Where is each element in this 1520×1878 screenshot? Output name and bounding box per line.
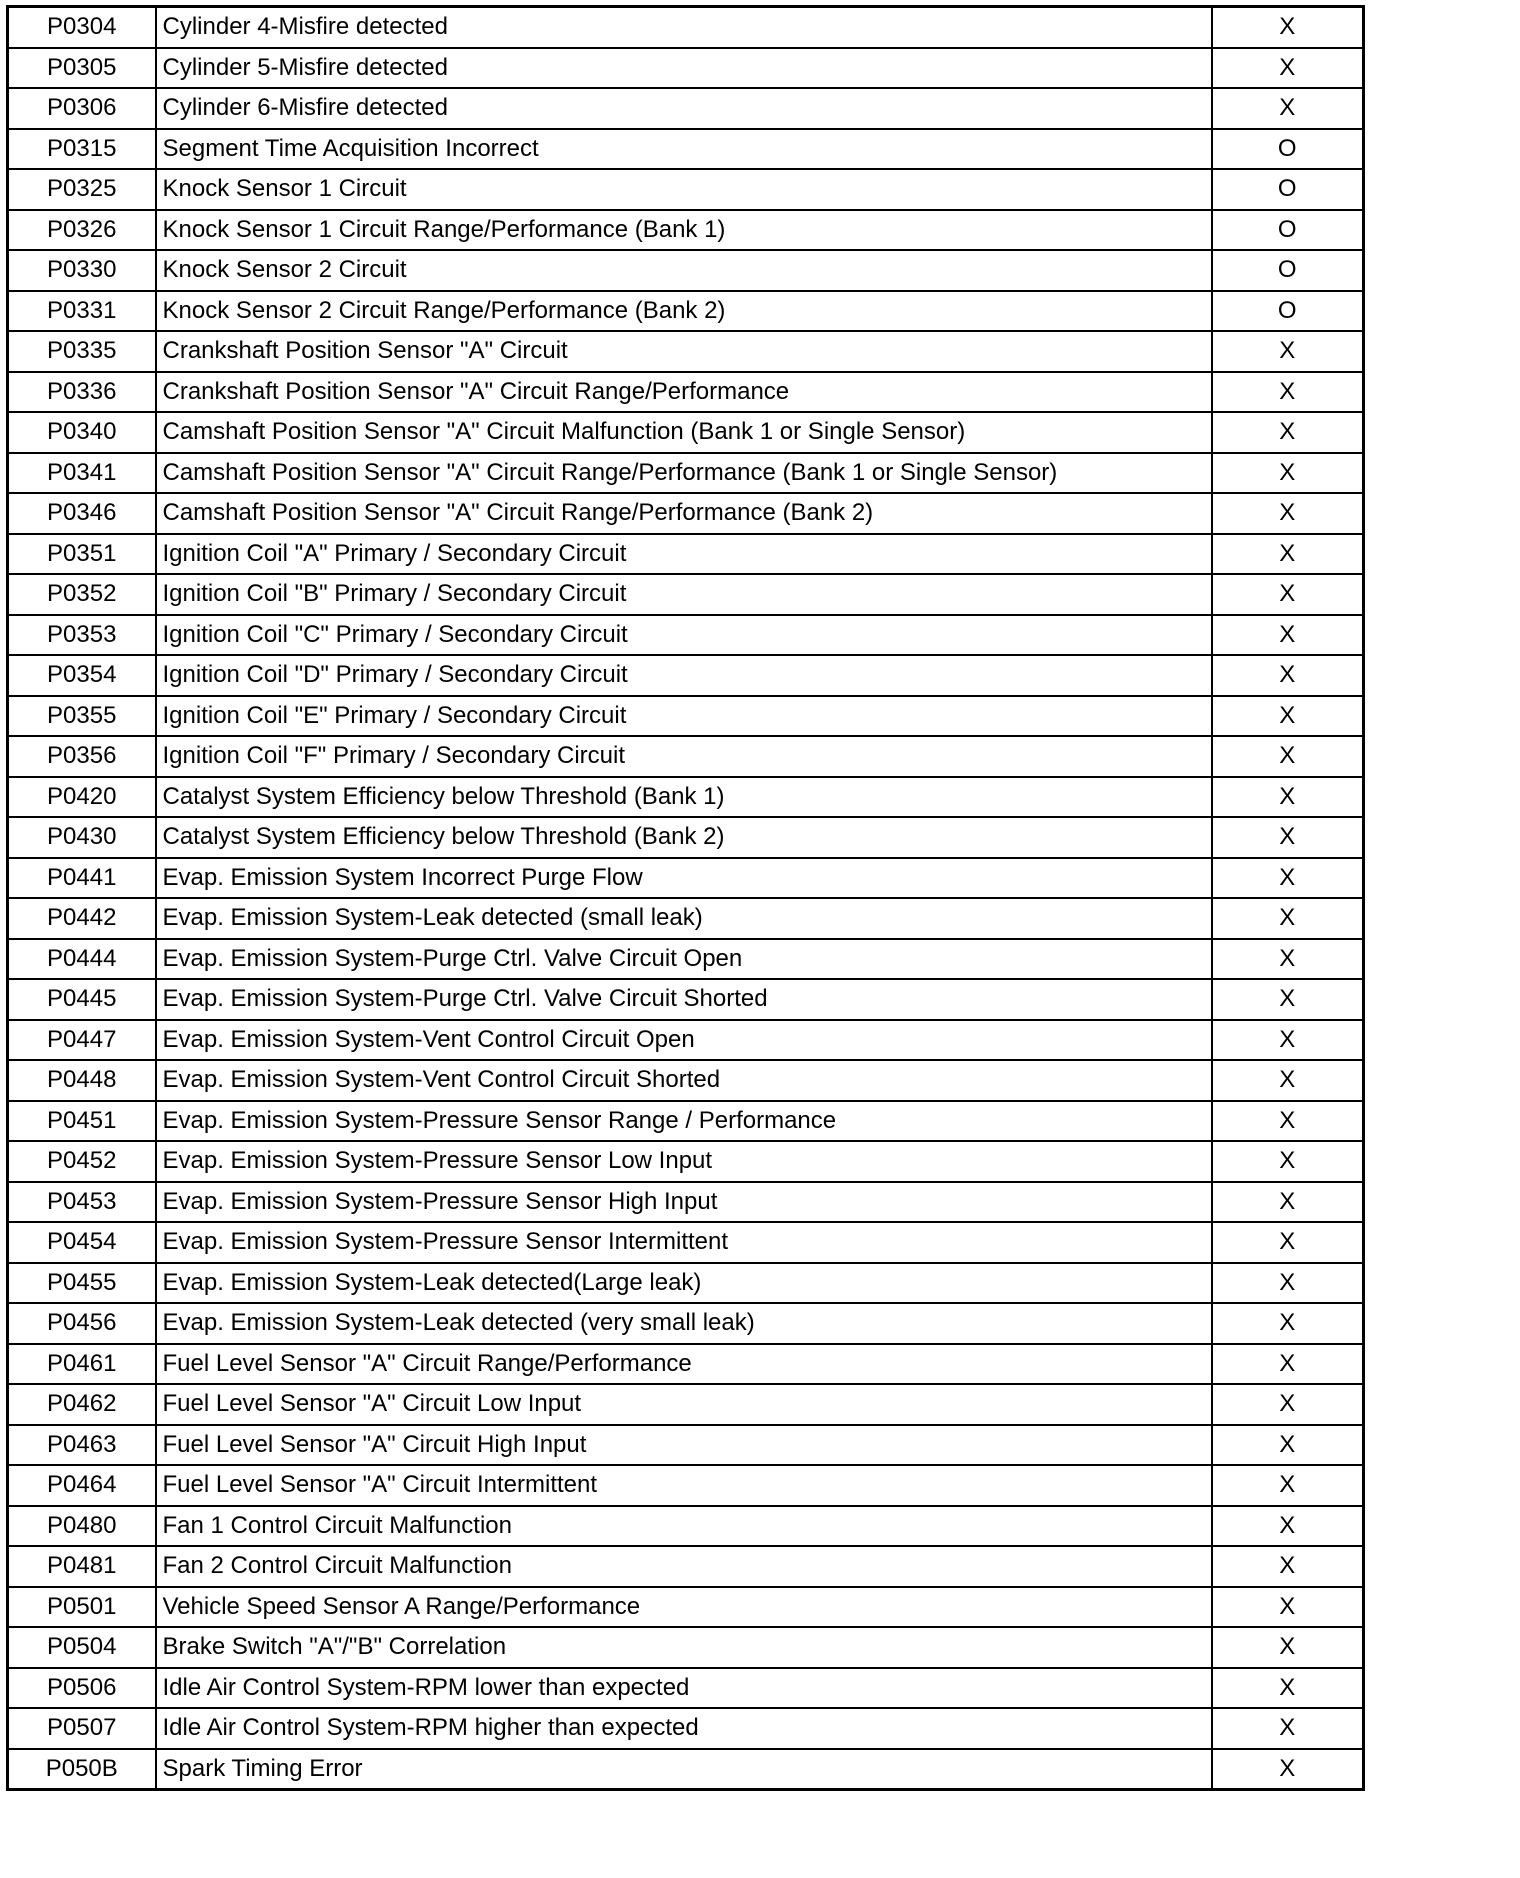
dtc-description-cell: Ignition Coil "C" Primary / Secondary Circuit bbox=[156, 615, 1212, 656]
dtc-description-cell: Fan 1 Control Circuit Malfunction bbox=[156, 1506, 1212, 1547]
table-row bbox=[8, 736, 1364, 777]
table-row bbox=[8, 1668, 1364, 1709]
dtc-description-cell: Cylinder 4-Misfire detected bbox=[156, 7, 1212, 48]
table-row bbox=[8, 979, 1364, 1020]
dtc-flag-cell: X bbox=[1212, 88, 1364, 129]
dtc-description-cell: Idle Air Control System-RPM higher than expected bbox=[156, 1708, 1212, 1749]
dtc-description-cell: Fuel Level Sensor "A" Circuit Low Input bbox=[156, 1384, 1212, 1425]
dtc-code-cell: P050B bbox=[8, 1749, 156, 1790]
dtc-code-cell: P0346 bbox=[8, 493, 156, 534]
dtc-description-cell: Camshaft Position Sensor "A" Circuit Range/Performance (Bank 1 or Single Sensor) bbox=[156, 453, 1212, 494]
table-row bbox=[8, 1222, 1364, 1263]
dtc-code-cell: P0335 bbox=[8, 331, 156, 372]
dtc-code-cell: P0356 bbox=[8, 736, 156, 777]
table-row bbox=[8, 1506, 1364, 1547]
table-row bbox=[8, 1344, 1364, 1385]
dtc-description-cell: Segment Time Acquisition Incorrect bbox=[156, 129, 1212, 170]
dtc-code-cell: P0507 bbox=[8, 1708, 156, 1749]
dtc-flag-cell: O bbox=[1212, 291, 1364, 332]
dtc-table bbox=[6, 5, 1365, 1791]
table-row bbox=[8, 48, 1364, 89]
dtc-code-cell: P0451 bbox=[8, 1101, 156, 1142]
dtc-description-cell: Evap. Emission System-Pressure Sensor Range / Performance bbox=[156, 1101, 1212, 1142]
dtc-code-cell: P0355 bbox=[8, 696, 156, 737]
dtc-flag-cell: X bbox=[1212, 1587, 1364, 1628]
dtc-flag-cell: X bbox=[1212, 1303, 1364, 1344]
dtc-description-cell: Fuel Level Sensor "A" Circuit Intermittent bbox=[156, 1465, 1212, 1506]
table-row bbox=[8, 250, 1364, 291]
dtc-description-cell: Camshaft Position Sensor "A" Circuit Range/Performance (Bank 2) bbox=[156, 493, 1212, 534]
dtc-code-cell: P0464 bbox=[8, 1465, 156, 1506]
dtc-description-cell: Fuel Level Sensor "A" Circuit Range/Performance bbox=[156, 1344, 1212, 1385]
dtc-description-cell: Evap. Emission System Incorrect Purge Flow bbox=[156, 858, 1212, 899]
dtc-flag-cell: X bbox=[1212, 736, 1364, 777]
dtc-code-cell: P0461 bbox=[8, 1344, 156, 1385]
table-row bbox=[8, 169, 1364, 210]
dtc-code-cell: P0481 bbox=[8, 1546, 156, 1587]
dtc-flag-cell: X bbox=[1212, 1060, 1364, 1101]
table-row bbox=[8, 1182, 1364, 1223]
dtc-flag-cell: X bbox=[1212, 1222, 1364, 1263]
dtc-code-cell: P0456 bbox=[8, 1303, 156, 1344]
dtc-description-cell: Evap. Emission System-Purge Ctrl. Valve Circuit Shorted bbox=[156, 979, 1212, 1020]
dtc-description-cell: Vehicle Speed Sensor A Range/Performance bbox=[156, 1587, 1212, 1628]
dtc-flag-cell: X bbox=[1212, 655, 1364, 696]
dtc-flag-cell: X bbox=[1212, 331, 1364, 372]
dtc-description-cell: Knock Sensor 1 Circuit bbox=[156, 169, 1212, 210]
dtc-description-cell: Evap. Emission System-Pressure Sensor High Input bbox=[156, 1182, 1212, 1223]
dtc-code-cell: P0430 bbox=[8, 817, 156, 858]
dtc-code-cell: P0442 bbox=[8, 898, 156, 939]
dtc-code-cell: P0325 bbox=[8, 169, 156, 210]
table-row bbox=[8, 453, 1364, 494]
table-row bbox=[8, 210, 1364, 251]
dtc-description-cell: Evap. Emission System-Leak detected (small leak) bbox=[156, 898, 1212, 939]
dtc-description-cell: Evap. Emission System-Pressure Sensor Intermittent bbox=[156, 1222, 1212, 1263]
dtc-flag-cell: X bbox=[1212, 1708, 1364, 1749]
dtc-flag-cell: O bbox=[1212, 169, 1364, 210]
dtc-description-cell: Knock Sensor 1 Circuit Range/Performance (Bank 1) bbox=[156, 210, 1212, 251]
dtc-flag-cell: X bbox=[1212, 574, 1364, 615]
table-row bbox=[8, 1141, 1364, 1182]
table-row bbox=[8, 1749, 1364, 1790]
dtc-flag-cell: X bbox=[1212, 615, 1364, 656]
dtc-flag-cell: X bbox=[1212, 412, 1364, 453]
dtc-flag-cell: X bbox=[1212, 1384, 1364, 1425]
dtc-description-cell: Ignition Coil "E" Primary / Secondary Circuit bbox=[156, 696, 1212, 737]
table-row bbox=[8, 696, 1364, 737]
dtc-description-cell: Knock Sensor 2 Circuit bbox=[156, 250, 1212, 291]
dtc-code-cell: P0455 bbox=[8, 1263, 156, 1304]
dtc-code-cell: P0480 bbox=[8, 1506, 156, 1547]
dtc-code-cell: P0441 bbox=[8, 858, 156, 899]
dtc-flag-cell: X bbox=[1212, 1627, 1364, 1668]
dtc-code-cell: P0504 bbox=[8, 1627, 156, 1668]
dtc-description-cell: Cylinder 5-Misfire detected bbox=[156, 48, 1212, 89]
dtc-code-cell: P0305 bbox=[8, 48, 156, 89]
dtc-description-cell: Camshaft Position Sensor "A" Circuit Malfunction (Bank 1 or Single Sensor) bbox=[156, 412, 1212, 453]
dtc-description-cell: Evap. Emission System-Pressure Sensor Low Input bbox=[156, 1141, 1212, 1182]
table-row bbox=[8, 1060, 1364, 1101]
table-row bbox=[8, 655, 1364, 696]
table-row bbox=[8, 534, 1364, 575]
dtc-code-cell: P0452 bbox=[8, 1141, 156, 1182]
dtc-table-body bbox=[8, 7, 1364, 1790]
dtc-flag-cell: X bbox=[1212, 1101, 1364, 1142]
dtc-code-cell: P0454 bbox=[8, 1222, 156, 1263]
dtc-flag-cell: O bbox=[1212, 250, 1364, 291]
dtc-flag-cell: X bbox=[1212, 979, 1364, 1020]
dtc-flag-cell: X bbox=[1212, 1749, 1364, 1790]
table-row bbox=[8, 291, 1364, 332]
table-row bbox=[8, 493, 1364, 534]
table-row bbox=[8, 1587, 1364, 1628]
dtc-description-cell: Idle Air Control System-RPM lower than expected bbox=[156, 1668, 1212, 1709]
dtc-description-cell: Cylinder 6-Misfire detected bbox=[156, 88, 1212, 129]
dtc-description-cell: Catalyst System Efficiency below Threshold (Bank 1) bbox=[156, 777, 1212, 818]
dtc-code-cell: P0354 bbox=[8, 655, 156, 696]
table-row bbox=[8, 777, 1364, 818]
dtc-code-cell: P0352 bbox=[8, 574, 156, 615]
table-row bbox=[8, 939, 1364, 980]
table-row bbox=[8, 1425, 1364, 1466]
dtc-flag-cell: X bbox=[1212, 1425, 1364, 1466]
dtc-code-cell: P0445 bbox=[8, 979, 156, 1020]
table-row bbox=[8, 129, 1364, 170]
table-row bbox=[8, 88, 1364, 129]
dtc-flag-cell: X bbox=[1212, 939, 1364, 980]
dtc-description-cell: Fuel Level Sensor "A" Circuit High Input bbox=[156, 1425, 1212, 1466]
dtc-description-cell: Evap. Emission System-Purge Ctrl. Valve Circuit Open bbox=[156, 939, 1212, 980]
dtc-description-cell: Ignition Coil "B" Primary / Secondary Circuit bbox=[156, 574, 1212, 615]
dtc-description-cell: Crankshaft Position Sensor "A" Circuit bbox=[156, 331, 1212, 372]
table-row bbox=[8, 1627, 1364, 1668]
dtc-description-cell: Evap. Emission System-Leak detected (very small leak) bbox=[156, 1303, 1212, 1344]
dtc-code-cell: P0336 bbox=[8, 372, 156, 413]
dtc-code-cell: P0453 bbox=[8, 1182, 156, 1223]
table-row bbox=[8, 1101, 1364, 1142]
table-row bbox=[8, 1465, 1364, 1506]
dtc-flag-cell: X bbox=[1212, 453, 1364, 494]
dtc-flag-cell: O bbox=[1212, 129, 1364, 170]
table-row bbox=[8, 1708, 1364, 1749]
dtc-code-cell: P0330 bbox=[8, 250, 156, 291]
dtc-description-cell: Evap. Emission System-Vent Control Circuit Shorted bbox=[156, 1060, 1212, 1101]
dtc-flag-cell: X bbox=[1212, 493, 1364, 534]
dtc-code-cell: P0326 bbox=[8, 210, 156, 251]
dtc-code-cell: P0463 bbox=[8, 1425, 156, 1466]
dtc-code-cell: P0501 bbox=[8, 1587, 156, 1628]
dtc-flag-cell: X bbox=[1212, 7, 1364, 48]
dtc-code-cell: P0315 bbox=[8, 129, 156, 170]
dtc-code-cell: P0462 bbox=[8, 1384, 156, 1425]
dtc-flag-cell: X bbox=[1212, 898, 1364, 939]
dtc-description-cell: Ignition Coil "D" Primary / Secondary Circuit bbox=[156, 655, 1212, 696]
table-row bbox=[8, 1020, 1364, 1061]
dtc-flag-cell: X bbox=[1212, 1344, 1364, 1385]
dtc-description-cell: Evap. Emission System-Vent Control Circuit Open bbox=[156, 1020, 1212, 1061]
dtc-flag-cell: X bbox=[1212, 372, 1364, 413]
dtc-code-cell: P0447 bbox=[8, 1020, 156, 1061]
dtc-code-cell: P0448 bbox=[8, 1060, 156, 1101]
table-row bbox=[8, 898, 1364, 939]
table-row bbox=[8, 1263, 1364, 1304]
dtc-code-cell: P0420 bbox=[8, 777, 156, 818]
dtc-description-cell: Catalyst System Efficiency below Threshold (Bank 2) bbox=[156, 817, 1212, 858]
dtc-description-cell: Evap. Emission System-Leak detected(Large leak) bbox=[156, 1263, 1212, 1304]
table-row bbox=[8, 7, 1364, 48]
dtc-flag-cell: X bbox=[1212, 777, 1364, 818]
dtc-code-cell: P0444 bbox=[8, 939, 156, 980]
dtc-description-cell: Ignition Coil "A" Primary / Secondary Circuit bbox=[156, 534, 1212, 575]
dtc-description-cell: Brake Switch "A"/"B" Correlation bbox=[156, 1627, 1212, 1668]
dtc-description-cell: Fan 2 Control Circuit Malfunction bbox=[156, 1546, 1212, 1587]
table-row bbox=[8, 615, 1364, 656]
dtc-description-cell: Crankshaft Position Sensor "A" Circuit Range/Performance bbox=[156, 372, 1212, 413]
dtc-code-cell: P0331 bbox=[8, 291, 156, 332]
table-row bbox=[8, 372, 1364, 413]
dtc-code-cell: P0341 bbox=[8, 453, 156, 494]
table-row bbox=[8, 331, 1364, 372]
dtc-description-cell: Knock Sensor 2 Circuit Range/Performance (Bank 2) bbox=[156, 291, 1212, 332]
dtc-code-cell: P0351 bbox=[8, 534, 156, 575]
dtc-description-cell: Spark Timing Error bbox=[156, 1749, 1212, 1790]
dtc-flag-cell: X bbox=[1212, 1465, 1364, 1506]
dtc-flag-cell: X bbox=[1212, 817, 1364, 858]
dtc-flag-cell: X bbox=[1212, 696, 1364, 737]
dtc-code-cell: P0340 bbox=[8, 412, 156, 453]
table-row bbox=[8, 817, 1364, 858]
table-row bbox=[8, 1546, 1364, 1587]
table-row bbox=[8, 1384, 1364, 1425]
dtc-flag-cell: X bbox=[1212, 1506, 1364, 1547]
dtc-flag-cell: X bbox=[1212, 534, 1364, 575]
dtc-flag-cell: O bbox=[1212, 210, 1364, 251]
dtc-flag-cell: X bbox=[1212, 858, 1364, 899]
dtc-flag-cell: X bbox=[1212, 48, 1364, 89]
dtc-code-cell: P0306 bbox=[8, 88, 156, 129]
table-row bbox=[8, 574, 1364, 615]
table-row bbox=[8, 1303, 1364, 1344]
table-row bbox=[8, 412, 1364, 453]
table-row bbox=[8, 858, 1364, 899]
dtc-flag-cell: X bbox=[1212, 1141, 1364, 1182]
dtc-code-cell: P0353 bbox=[8, 615, 156, 656]
dtc-flag-cell: X bbox=[1212, 1020, 1364, 1061]
dtc-flag-cell: X bbox=[1212, 1182, 1364, 1223]
dtc-code-cell: P0506 bbox=[8, 1668, 156, 1709]
dtc-flag-cell: X bbox=[1212, 1546, 1364, 1587]
dtc-code-cell: P0304 bbox=[8, 7, 156, 48]
dtc-description-cell: Ignition Coil "F" Primary / Secondary Circuit bbox=[156, 736, 1212, 777]
dtc-flag-cell: X bbox=[1212, 1263, 1364, 1304]
dtc-flag-cell: X bbox=[1212, 1668, 1364, 1709]
